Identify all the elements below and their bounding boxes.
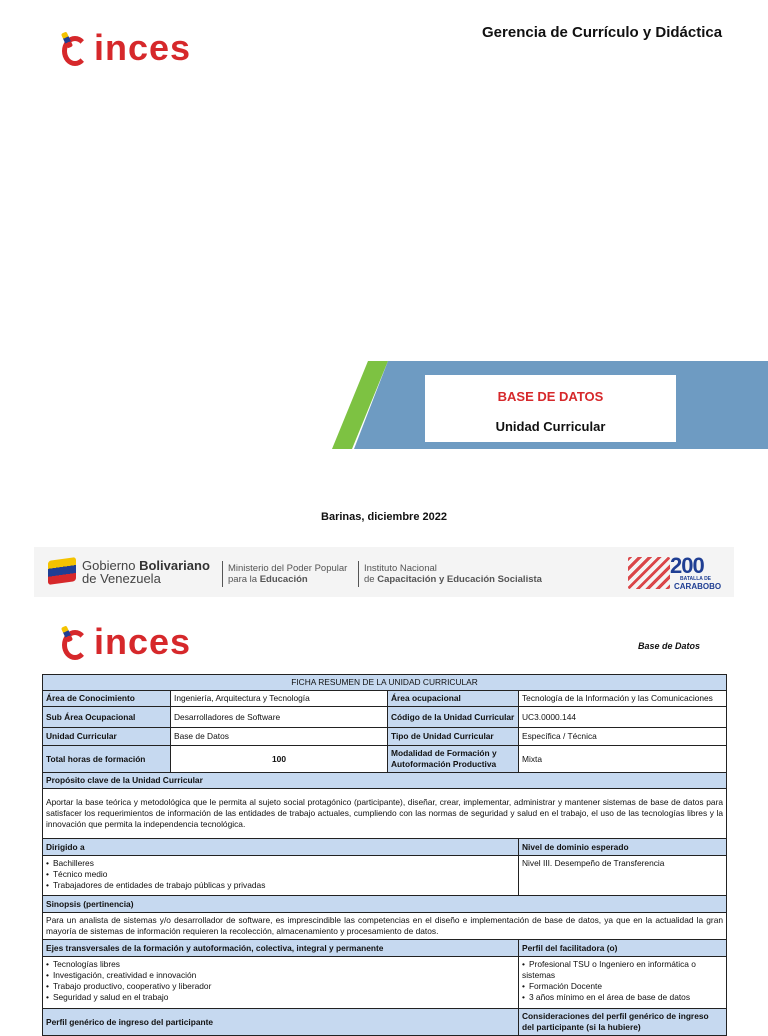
running-header-doc-name: Base de Datos [637, 641, 700, 651]
list-item: • Investigación, creatividad e innovación [46, 970, 515, 981]
header-title: Gerencia de Currículo y Didáctica [482, 24, 723, 41]
list-item: • Seguridad y salud en el trabajo [46, 992, 515, 1003]
codigo-value: UC3.0000.144 [519, 707, 727, 728]
instituto-text: Instituto Nacional de Capacitación y Educación Socialista [364, 563, 542, 585]
tipo-label: Tipo de Unidad Curricular [388, 728, 519, 746]
list-item: • Trabajadores de entidades de trabajo públicas y privadas [46, 880, 515, 891]
carabobo-pattern-icon [628, 557, 670, 589]
ejes-list-cell [43, 957, 519, 1009]
list-item: • Trabajo productivo, cooperativo y liberador [46, 981, 515, 992]
consideraciones-label: Consideraciones del perfil genérico de ingreso del participante (si la hubiere) [519, 1009, 727, 1036]
gobierno-bolivariano-text: Gobierno Bolivariano de Venezuela [82, 558, 210, 586]
document-subtitle: Unidad Curricular [495, 419, 606, 434]
list-item: • Bachilleres [46, 858, 515, 869]
perfil-ingreso-label: Perfil genérico de ingreso del participante [43, 1009, 519, 1036]
dirigido-list-cell [43, 856, 519, 896]
government-footer-strip [34, 547, 734, 597]
proposito-text: Aportar la base teórica y metodológica que le permita al sujeto social protagónico (participante), diseñar, crear, implementar, administrar y mantener sistemas de base de datos para satisfacer los requerimientos de información de las entidades de trabajo actuales, cumpliendo con las normas de seguridad y salud en el trabajo, el uso de las tecnologías libres y la innovación que permita la independencia tecnológica. [43, 789, 727, 839]
modalidad-value: Mixta [519, 746, 727, 773]
list-item: • Tecnologías libres [46, 959, 515, 970]
tipo-value: Específica / Técnica [519, 728, 727, 746]
inces-logo [62, 621, 192, 662]
document-title: BASE DE DATOS [497, 389, 604, 404]
unidad-value: Base de Datos [171, 728, 388, 746]
badge-line2: CARABOBO [674, 582, 722, 591]
horas-label: Total horas de formación [43, 746, 171, 773]
inces-logo-text: inces [94, 27, 192, 68]
unidad-label: Unidad Curricular [43, 728, 171, 746]
area-conocimiento-value: Ingeniería, Arquitectura y Tecnología [171, 691, 388, 707]
list-item: • 3 años mínimo en el área de base de datos [522, 992, 723, 1003]
banner-title-box [425, 375, 676, 442]
sinopsis-text: Para un analista de sistemas y/o desarrollador de software, es imprescindible las competencias en el diseño e implementación de base de datos, ya que en la actualidad la gran mayoría de sistemas de información requieren la recolección, almacenamiento y procesamiento de datos. [43, 913, 727, 940]
area-ocupacional-value: Tecnología de la Información y las Comunicaciones [519, 691, 727, 707]
sub-area-label: Sub Área Ocupacional [43, 707, 171, 728]
codigo-label: Código de la Unidad Curricular [388, 707, 519, 728]
bicentenario-carabobo-logo [628, 553, 732, 593]
venezuela-flag-icon [48, 557, 76, 585]
modalidad-label: Modalidad de Formación y Autoformación Productiva [388, 746, 519, 773]
list-item: • Profesional TSU o Ingeniero en informática o sistemas [522, 959, 723, 981]
dirigido-label: Dirigido a [43, 839, 519, 856]
badge-number: 200 [670, 553, 704, 578]
title-banner [332, 361, 768, 449]
perfil-facilitador-list-cell [519, 957, 727, 1009]
perfil-facilitador-label: Perfil del facilitadora (o) [519, 940, 727, 957]
horas-value: 100 [171, 746, 388, 773]
list-item: • Técnico medio [46, 869, 515, 880]
divider [358, 561, 359, 587]
table-title: FICHA RESUMEN DE LA UNIDAD CURRICULAR [43, 675, 727, 691]
place-date: Barinas, diciembre 2022 [321, 511, 447, 523]
inces-logo-text: inces [94, 621, 192, 662]
area-conocimiento-label: Área de Conocimiento [43, 691, 171, 707]
ejes-label: Ejes transversales de la formación y autoformación, colectiva, integral y permanente [43, 940, 519, 957]
sinopsis-label: Sinopsis (pertinencia) [43, 896, 727, 913]
divider [222, 561, 223, 587]
proposito-label: Propósito clave de la Unidad Curricular [43, 773, 727, 789]
badge-line1: BATALLA DE [680, 576, 712, 582]
area-ocupacional-label: Área ocupacional [388, 691, 519, 707]
inces-logo [62, 27, 192, 68]
ficha-resumen-table [42, 674, 727, 1036]
sub-area-value: Desarrolladores de Software [171, 707, 388, 728]
nivel-label: Nivel de dominio esperado [519, 839, 727, 856]
list-item: • Formación Docente [522, 981, 723, 992]
ministerio-text: Ministerio del Poder Popular para la Educación [228, 563, 348, 585]
nivel-value: Nivel III. Desempeño de Transferencia [519, 856, 727, 896]
